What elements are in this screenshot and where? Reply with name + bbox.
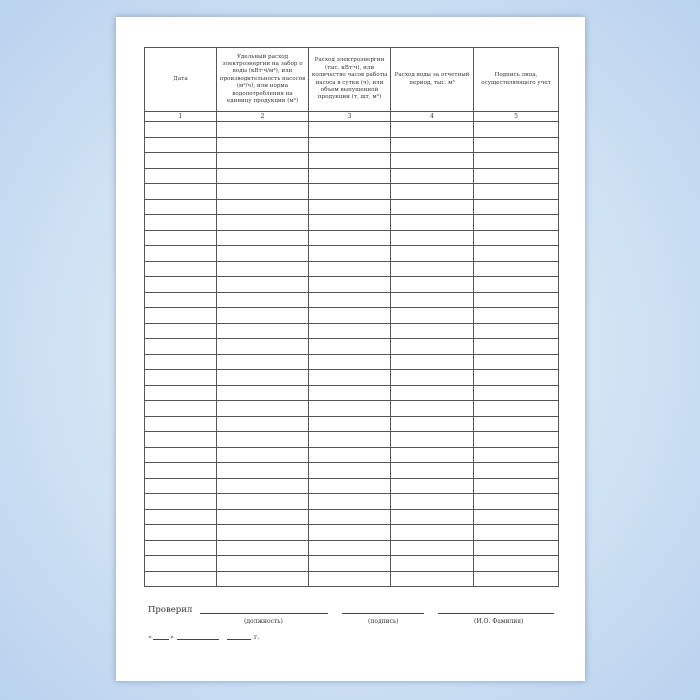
table-cell — [474, 370, 559, 386]
table-cell — [309, 385, 391, 401]
table-cell — [217, 292, 309, 308]
table-cell — [217, 432, 309, 448]
table-cell — [145, 339, 217, 355]
table-cell — [145, 308, 217, 324]
table-cell — [391, 478, 474, 494]
date-day-line — [153, 639, 169, 640]
date-close-quote: » — [170, 633, 174, 641]
table-cell — [217, 370, 309, 386]
name-caption: (И.О. Фамилия) — [474, 618, 524, 625]
table-cell — [391, 153, 474, 169]
table-cell — [217, 339, 309, 355]
table-cell — [217, 215, 309, 231]
table-cell — [474, 277, 559, 293]
table-cell — [474, 463, 559, 479]
table-cell — [145, 447, 217, 463]
table-cell — [391, 556, 474, 572]
table-cell — [309, 292, 391, 308]
table-cell — [217, 509, 309, 525]
table-cell — [145, 463, 217, 479]
table-cell — [145, 370, 217, 386]
table-cell — [217, 401, 309, 417]
table-cell — [217, 323, 309, 339]
table-row — [145, 153, 559, 169]
table-cell — [309, 509, 391, 525]
table-cell — [309, 168, 391, 184]
table-cell — [309, 230, 391, 246]
table-cell — [145, 277, 217, 293]
column-number: 4 — [391, 112, 474, 122]
table-row — [145, 385, 559, 401]
table-row — [145, 401, 559, 417]
table-cell — [474, 540, 559, 556]
table-row — [145, 447, 559, 463]
date-open-quote: « — [148, 633, 152, 641]
table-cell — [474, 308, 559, 324]
table-cell — [217, 246, 309, 262]
table-row — [145, 168, 559, 184]
table-row — [145, 215, 559, 231]
table-cell — [217, 153, 309, 169]
table-row — [145, 571, 559, 587]
signature-caption: (подпись) — [368, 618, 399, 625]
table-cell — [309, 354, 391, 370]
table-cell — [474, 199, 559, 215]
table-cell — [391, 168, 474, 184]
table-cell — [474, 385, 559, 401]
table-cell — [309, 540, 391, 556]
table-cell — [309, 370, 391, 386]
table-cell — [474, 509, 559, 525]
table-cell — [474, 571, 559, 587]
table-cell — [474, 416, 559, 432]
table-cell — [474, 447, 559, 463]
table-cell — [309, 199, 391, 215]
table-row — [145, 122, 559, 138]
table-cell — [309, 308, 391, 324]
table-cell — [309, 525, 391, 541]
header-electricity-consumption: Расход электроэнергии (тыс. кВт·ч), или количество часов работы насоса в сутки (ч), или объем выпущенной продукции (т, шт, м³) — [309, 48, 391, 112]
table-cell — [217, 137, 309, 153]
table-cell — [145, 261, 217, 277]
table-row — [145, 261, 559, 277]
table-cell — [217, 385, 309, 401]
table-cell — [391, 230, 474, 246]
table-cell — [145, 571, 217, 587]
table-cell — [145, 385, 217, 401]
checked-label: Проверил — [148, 605, 193, 615]
table-cell — [145, 556, 217, 572]
table-cell — [474, 556, 559, 572]
table-cell — [145, 199, 217, 215]
table-cell — [309, 339, 391, 355]
header-row — [145, 48, 559, 112]
table-cell — [217, 525, 309, 541]
table-row — [145, 525, 559, 541]
table-cell — [145, 153, 217, 169]
table-cell — [217, 199, 309, 215]
table-cell — [309, 261, 391, 277]
table-cell — [474, 432, 559, 448]
table-row — [145, 184, 559, 200]
table-cell — [217, 308, 309, 324]
table-cell — [391, 323, 474, 339]
table-cell — [217, 230, 309, 246]
table-cell — [217, 447, 309, 463]
table-cell — [309, 494, 391, 510]
table-row — [145, 416, 559, 432]
table-cell — [217, 571, 309, 587]
table-cell — [217, 494, 309, 510]
table-cell — [391, 354, 474, 370]
table-cell — [309, 571, 391, 587]
position-line — [200, 613, 328, 614]
table-row — [145, 478, 559, 494]
table-cell — [391, 463, 474, 479]
name-line — [438, 613, 554, 614]
table-cell — [309, 432, 391, 448]
table-cell — [391, 308, 474, 324]
table-cell — [145, 323, 217, 339]
table-cell — [391, 370, 474, 386]
table-cell — [391, 494, 474, 510]
table-cell — [217, 277, 309, 293]
column-number: 5 — [474, 112, 559, 122]
table-row — [145, 432, 559, 448]
table-cell — [145, 137, 217, 153]
table-cell — [309, 556, 391, 572]
table-cell — [309, 184, 391, 200]
table-cell — [145, 478, 217, 494]
table-cell — [145, 432, 217, 448]
table-cell — [391, 509, 474, 525]
column-number: 3 — [309, 112, 391, 122]
accounting-table — [144, 47, 559, 587]
table-row — [145, 323, 559, 339]
table-row — [145, 137, 559, 153]
table-row — [145, 509, 559, 525]
table-cell — [217, 354, 309, 370]
table-cell — [145, 416, 217, 432]
table-row — [145, 540, 559, 556]
table-row — [145, 339, 559, 355]
table-cell — [309, 246, 391, 262]
table-cell — [474, 153, 559, 169]
table-cell — [474, 230, 559, 246]
column-number-row — [145, 112, 559, 122]
table-cell — [474, 354, 559, 370]
table-row — [145, 230, 559, 246]
table-cell — [309, 447, 391, 463]
table-cell — [391, 215, 474, 231]
table-cell — [217, 540, 309, 556]
date-year-line — [227, 639, 251, 640]
table-cell — [391, 184, 474, 200]
table-cell — [391, 401, 474, 417]
header-signature: Подпись лица, осуществляющего учет — [474, 48, 559, 112]
table-row — [145, 370, 559, 386]
table-cell — [145, 540, 217, 556]
form-sheet — [116, 17, 585, 681]
table-cell — [474, 339, 559, 355]
table-cell — [391, 122, 474, 138]
table-row — [145, 494, 559, 510]
year-suffix: г. — [254, 633, 260, 641]
table-row — [145, 199, 559, 215]
table-cell — [217, 184, 309, 200]
table-cell — [474, 525, 559, 541]
table-cell — [474, 494, 559, 510]
table-cell — [309, 277, 391, 293]
table-cell — [309, 215, 391, 231]
table-row — [145, 308, 559, 324]
table-cell — [309, 323, 391, 339]
table-cell — [309, 153, 391, 169]
table-cell — [391, 246, 474, 262]
table-cell — [391, 137, 474, 153]
table-cell — [217, 261, 309, 277]
table-cell — [145, 184, 217, 200]
table-cell — [391, 339, 474, 355]
table-cell — [391, 525, 474, 541]
table-cell — [309, 122, 391, 138]
table-cell — [474, 184, 559, 200]
table-cell — [391, 385, 474, 401]
table-cell — [309, 478, 391, 494]
table-cell — [391, 571, 474, 587]
table-row — [145, 277, 559, 293]
table-cell — [145, 292, 217, 308]
header-water-consumption: Расход воды за отчетный период, тыс. м³ — [391, 48, 474, 112]
table-cell — [217, 556, 309, 572]
table-cell — [474, 168, 559, 184]
table-body — [145, 122, 559, 587]
table-cell — [391, 447, 474, 463]
table-cell — [145, 509, 217, 525]
table-row — [145, 463, 559, 479]
position-caption: (должность) — [244, 618, 283, 625]
table-cell — [474, 215, 559, 231]
table-cell — [145, 401, 217, 417]
table-cell — [145, 246, 217, 262]
table-cell — [474, 478, 559, 494]
header-date: Дата — [145, 48, 217, 112]
table-cell — [145, 122, 217, 138]
column-number: 2 — [217, 112, 309, 122]
table-cell — [391, 292, 474, 308]
table-cell — [391, 540, 474, 556]
table-cell — [309, 401, 391, 417]
table-cell — [145, 230, 217, 246]
table-cell — [217, 168, 309, 184]
table-cell — [474, 401, 559, 417]
table-cell — [391, 277, 474, 293]
table-cell — [309, 137, 391, 153]
table-cell — [474, 323, 559, 339]
signature-line — [342, 613, 424, 614]
table-cell — [391, 261, 474, 277]
column-number: 1 — [145, 112, 217, 122]
table-cell — [474, 137, 559, 153]
table-row — [145, 556, 559, 572]
date-month-line — [177, 639, 219, 640]
table-cell — [309, 416, 391, 432]
table-cell — [145, 215, 217, 231]
table-cell — [217, 478, 309, 494]
table-cell — [217, 463, 309, 479]
table-cell — [474, 122, 559, 138]
table-cell — [145, 168, 217, 184]
table-cell — [474, 292, 559, 308]
table-cell — [145, 525, 217, 541]
table-row — [145, 354, 559, 370]
table-cell — [391, 432, 474, 448]
table-cell — [391, 416, 474, 432]
table-cell — [391, 199, 474, 215]
table-cell — [217, 416, 309, 432]
table-cell — [145, 494, 217, 510]
table-cell — [474, 246, 559, 262]
table-cell — [474, 261, 559, 277]
table-cell — [145, 354, 217, 370]
table-row — [145, 292, 559, 308]
header-specific-consumption: Удельный расход электроэнергии на забор о воды (кВт·ч/м³), или производительность насосов (м³/ч), или норма водопотребления на единицу продукции (м³) — [217, 48, 309, 112]
table-cell — [217, 122, 309, 138]
table-row — [145, 246, 559, 262]
table-cell — [309, 463, 391, 479]
